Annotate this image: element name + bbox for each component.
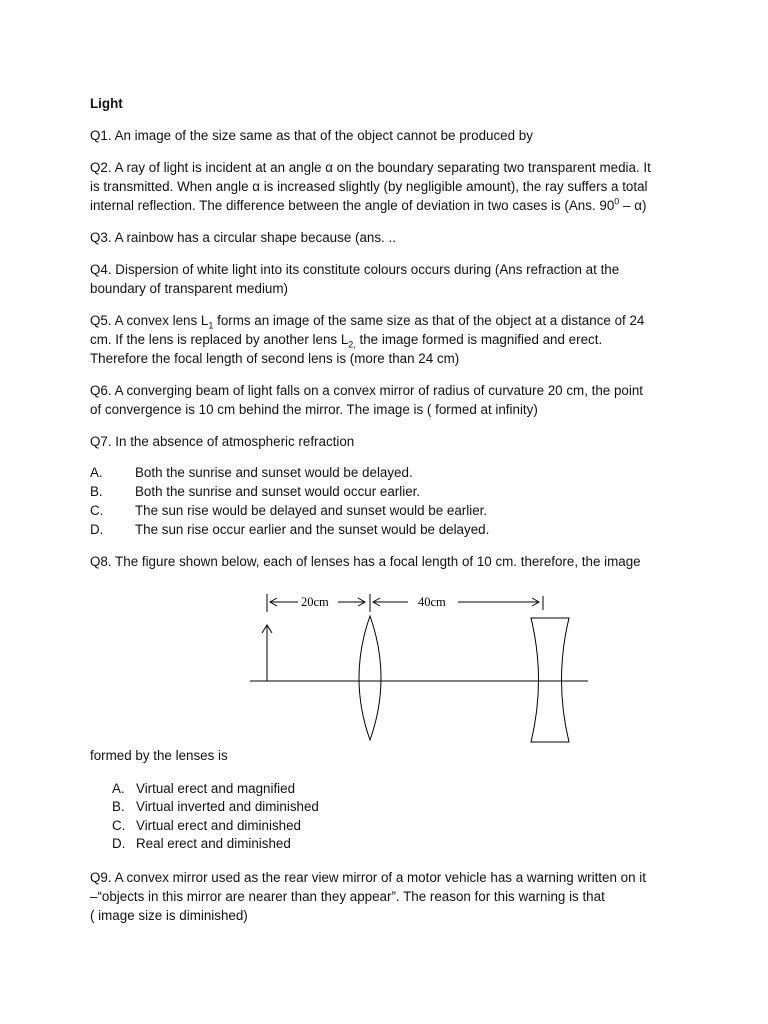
question-4-line-2: boundary of transparent medium) (90, 281, 288, 296)
q8-option-a-letter: A. (112, 781, 125, 796)
question-7-stem: Q7. In the absence of atmospheric refraction (90, 434, 355, 449)
q8-option-d-text: Real erect and diminished (136, 836, 291, 851)
q8-option-a-text: Virtual erect and magnified (136, 781, 296, 796)
q8-option-c-letter: C. (112, 818, 126, 833)
question-8-stem: Q8. The figure shown below, each of lenses has a focal length of 10 cm. therefore, the image (90, 554, 641, 569)
q7-option-a-text: Both the sunrise and sunset would be delayed. (135, 465, 413, 480)
q8-option-b-text: Virtual inverted and diminished (136, 799, 319, 814)
lens-subscript-1: 1 (208, 320, 214, 331)
question-5-line-3: Therefore the focal length of second lens is (more than 24 cm) (90, 351, 460, 366)
question-4-line-1: Q4. Dispersion of white light into its constitute colours occurs during (Ans refraction at the (90, 262, 620, 277)
question-5-line-2-end: the image formed is magnified and erect. (355, 332, 603, 347)
question-5-line-1-end: forms an image of the same size as that of the object at a distance of 24 (213, 313, 645, 328)
lens-subscript-2: 2, (348, 339, 356, 350)
question-2-line-1: Q2. A ray of light is incident at an angle α on the boundary separating two transparent media. It (90, 160, 651, 175)
question-6-line-2: of convergence is 10 cm behind the mirror. The image is ( formed at infinity) (90, 402, 538, 417)
question-2-line-3 (90, 196, 646, 215)
q7-option-b-letter: B. (90, 484, 103, 499)
q7-option-d-text: The sun rise occur earlier and the sunset would be delayed. (135, 522, 490, 537)
question-5-line-2-start: cm. If the lens is replaced by another lens L (90, 332, 349, 347)
label-40cm: 40cm (418, 595, 446, 609)
degree-superscript: 0 (614, 196, 620, 207)
concave-lens-icon (531, 618, 569, 742)
question-1: Q1. An image of the size same as that of the object cannot be produced by (90, 128, 533, 143)
question-2-answer-tail: – α) (619, 198, 647, 213)
q7-option-a-letter: A. (90, 465, 103, 480)
label-20cm: 20cm (301, 595, 329, 609)
q7-option-d-letter: D. (90, 522, 104, 537)
question-5-line-2 (90, 330, 602, 349)
question-5-line-1 (90, 311, 644, 330)
question-2-line-2: is transmitted. When angle α is increased slightly (by negligible amount), the ray suffers a total (90, 179, 648, 194)
question-8-continuation: formed by the lenses is (90, 748, 228, 763)
question-6-line-1: Q6. A converging beam of light falls on a convex mirror of radius of curvature 20 cm, the point (90, 383, 644, 398)
question-2-line-3-text: internal reflection. The difference between the angle of deviation in two cases is (Ans. 90 (90, 198, 615, 213)
question-3: Q3. A rainbow has a circular shape because (ans. .. (90, 230, 396, 245)
convex-lens-icon (359, 616, 381, 740)
question-9-line-3: ( image size is diminished) (90, 908, 248, 923)
question-5-line-1-start: Q5. A convex lens L (90, 313, 209, 328)
question-9-line-2: –“objects in this mirror are nearer than they appear”. The reason for this warning is that (90, 889, 605, 904)
lens-diagram (240, 588, 592, 748)
q7-option-b-text: Both the sunrise and sunset would occur earlier. (135, 484, 421, 499)
question-9-line-1: Q9. A convex mirror used as the rear view mirror of a motor vehicle has a warning written on it (90, 870, 646, 885)
q8-option-d-letter: D. (112, 836, 126, 851)
q7-option-c-text: The sun rise would be delayed and sunset would be earlier. (135, 503, 488, 518)
page-title: Light (90, 96, 123, 111)
q7-option-c-letter: C. (90, 503, 104, 518)
q8-option-c-text: Virtual erect and diminished (136, 818, 301, 833)
q8-option-b-letter: B. (112, 799, 125, 814)
